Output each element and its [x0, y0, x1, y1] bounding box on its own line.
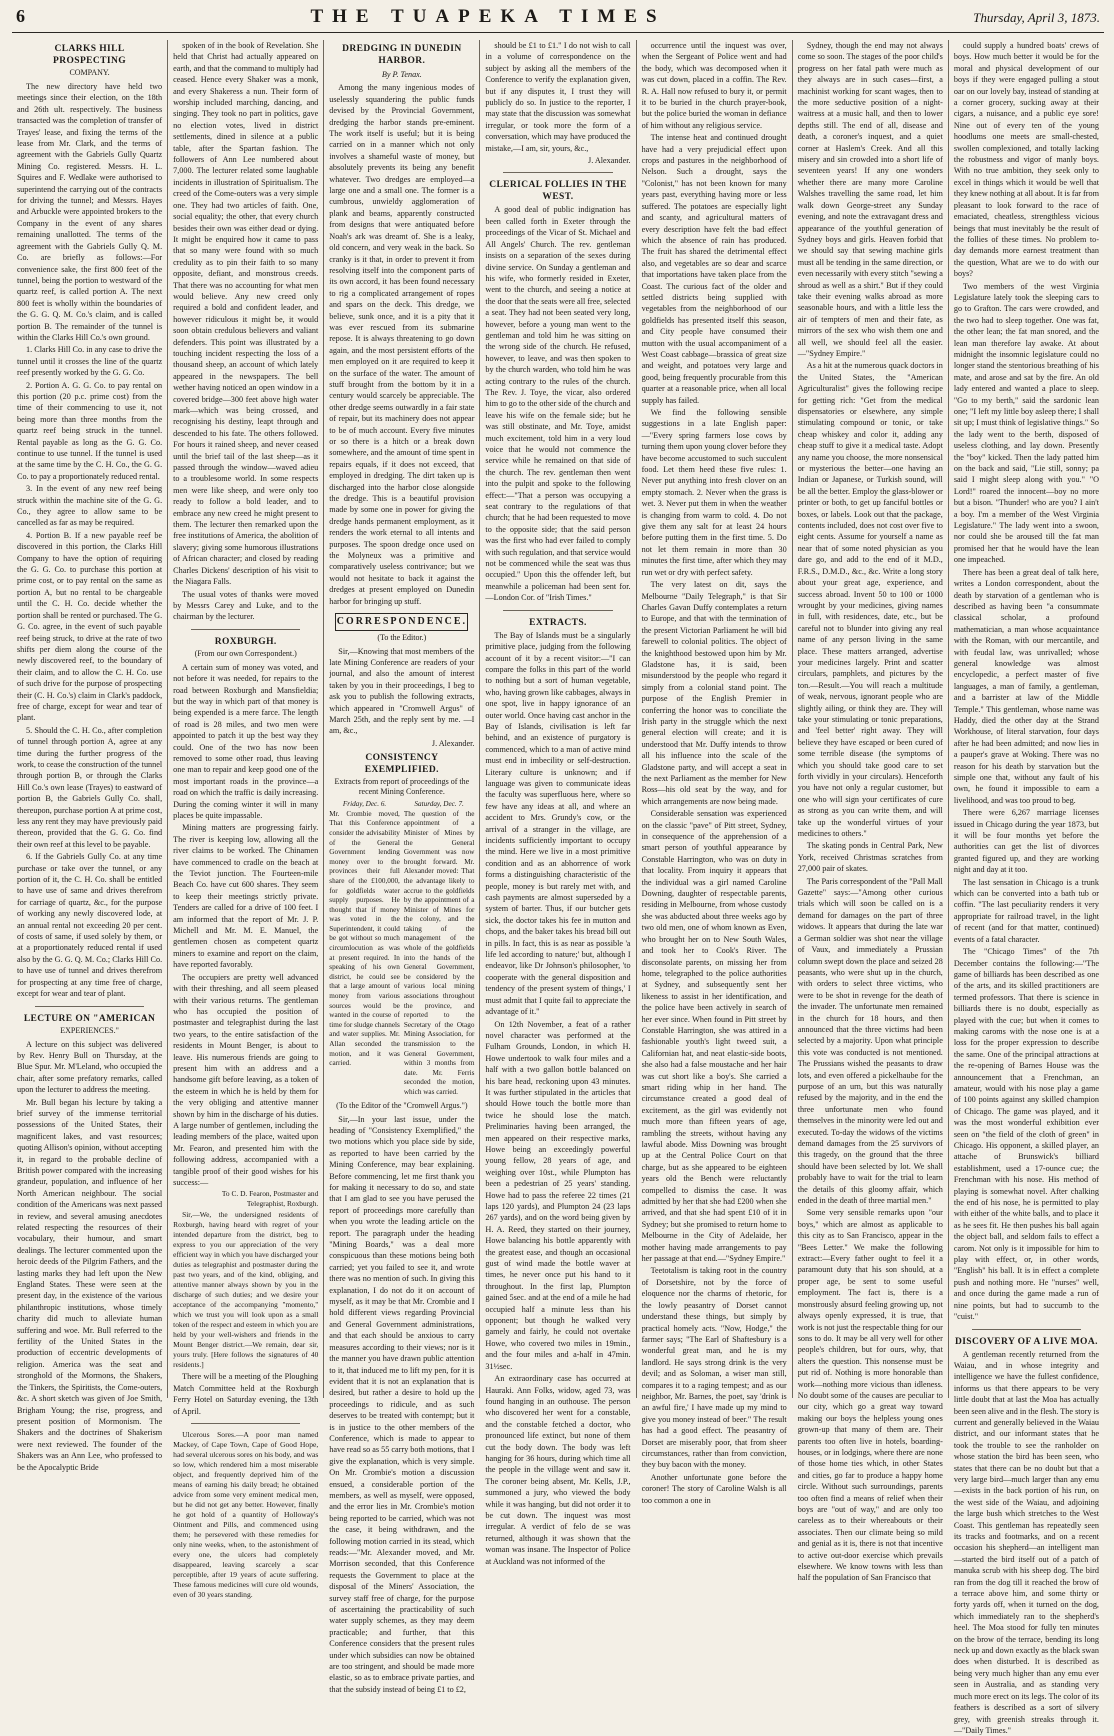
extract-text: The question of the appointment of a Minister of Mines by the General Government was now brought forward. Mr. Alexander moved: That the advantage likely to accrue to the goldfields by the appointment of a Minister of Mines for the colony, and the taking of the management of the whole of the goldfields into the hands of the General Government, be considered by the various local mining associations throughout the province, and reported to the Secretary of the Otago Mining Association, for transmission to the General Government, within 3 months from date. Mr. Ferris seconded the motion, which was carried.: [404, 810, 475, 1098]
signature: J. Alexander.: [329, 738, 474, 749]
paragraph: The "Chicago Times" of the 7th December contains the following:—"The game of billiards has been described as one of the arts, and its skilled practitioners are termed professors. That there is science in billiards there is no doubt, especially as played with the cue; but when it comes to making caroms with the nose one is at a loss for the proper expression to describe the same. One of the principal attractions at the re-opening of Barnes House was the announcement that a Frenchman, an amateur, would with his nose play a game of 100 points against any skilled champion of Chicago. The game was played, and it was the most wonderful exhibition ever seen on "the field of the cloth of green" in Chicago. His opponent, a skilled player, an attache of Brunswick's billiard establishment, used a 17-ounce cue; the Frenchman with his nose. His method of playing is somewhat novel. After chalking the end of his nose, he is permitted to play with either of the white balls, and to place it as he sees fit. He then pushes his ball again the object ball, and seldom fails to effect a carom. Not only is it impossible for him to play with effect, or, in other words, "English" his ball. It is in effect a complete push and nothing more. He "nurses" well, and once during the game made a run of nine points, but had to succumb to the "cuist.": [954, 946, 1099, 1322]
paragraph: could supply a hundred boats' crews of boys. How much better it would be for the moral and physical development of our boys if they were engaged pulling a stout oar on our lovely bay, instead of standing at a corner grocery, sucking away at their cigars, a nuisance, and a public eye sore! Nine out of every ten of the young hoodlums one meets are small-chested, swollen complexioned, and totally lacking the robustness and vigor of manly boys. With no true ambition, they seek only to excel in things which it would be well that they knew nothing at all about. It is far from pleasant to look forward to the race of emaciated, cheatless, strengthless vicious beings that must inevitably be the result of the follies of these times. No problem to-day demands more earnest treatment than the question, What are we to do with our boys?: [954, 40, 1099, 280]
paragraph: Mr. Bull began his lecture by taking a brief survey of the immense territorial possessions of the United States, their magnificent lakes, and vast resources; quoting Allison's opinion, without accepting it, in regard to the probable decline of British power compared with the increasing grandeur, population, and influence of her North American neighbour. The social condition of the Americans was next passed in review, and several amusing anecdotes related respecting the resources of their vocabulary, their humour, and smart dealings. The lecturer commented upon the heroic deeds of the Pilgrim Fathers, and the lasting marks they had left upon the New England States. These were seen at the present day, in the existence of the various philanthropic institutions, whose timely charity did much to alleviate human suffering and woe. Mr. Bull referred to the fertility of the United States in the production of eccentric developments of religion. America was the seat and stronghold of the Mormons, the Shakers, the Tinkers, the Spiritists, the Come-outers, &c. A short sketch was given of Joe Smith, Brigham Young; the rise, progress, and present position of Mormonism. The Shakers and the doctrines of Shakerism were next reviewed. The founder of the Shakers was an Ann Lee, who professed to be the Apocalyptic Bride: [17, 1097, 162, 1473]
headline-clerical-follies: CLERICAL FOLLIES IN THE WEST.: [485, 179, 630, 203]
subheadline: (To the Editor.): [329, 633, 474, 643]
paragraph: A gentleman recently returned from the Waiau, and in whose integrity and intelligence we have the fullest confidence, informs us that there appears to be very little doubt that at last the Moa has actually been seen alive and in the flesh. The story is current and generally believed in the Waiau district, and our informant states that he took the trouble to see the ranholder on whose station the bird has been seen, who states that there can be no doubt but that a very large bird—much larger than any emu—exists in the back portion of his run, on the west side of the Waiau, and adjoining the large bush which stretches to the West Coast. This gentleman has repeatedly seen its tracks and footmarks, and on a recent occasion his shepherd—an intelligent man—started the bird itself out of a patch of manuka scrub with his sheep dog. The bird ran from the dog till it reached the brow of a terrace above him, and some thirty or forty yards off, when it turned on the dog, which immediately ran to the shepherd's heel. The Moa stood for fully ten minutes on the brow of the terrace, bending its long neck up and down exactly as the black swan does when disturbed. It is described as being very much higher than any emu ever seen in Australia, and as standing very much more erect on its legs. The color of its feathers is described as a sort of silvery grey, with greenish streaks through it.—"Daily Times.": [954, 1349, 1099, 1736]
extract-right: [404, 800, 475, 1097]
paragraph: The Paris correspondent of the "Pall Mall Gazette" says:—"Among other curious trials which will soon be called on is a demand for damages on the part of three widows. It appears that during the late war a German soldier was shot near the village of Vaux, and immediately a Prussian column swept down the place and seized 28 peasants, who were shut up in the church, with orders to select three victims, who were to be shot in revenge for the death of the invader. The unfortunate men remained in the church for 18 hours, and then announced that the three victims had been selected by a majority. Upon what principle this vote was conducted is not mentioned. The Prussians wished the peasants to draw lots, and even offered a pickelhaube for the purpose of an urn, but this was naturally refused by the majority, and in the end the three unfortunate men who found themselves in the minority were led out and executed. To-day the widows of the victims demand damages from the 25 survivors of this tragedy, on the ground that the three should have been selected by lot. We shall probably have to wait for the trial to learn the details of this gloomy affair, which ended in the death of three martial men.": [798, 876, 943, 1207]
headline-clarks-hill: CLARKS HILL PROSPECTING: [17, 43, 162, 67]
paragraph: The intense heat and continued drought have had a very prejudicial effect upon crops and pastures in the neighborhood of Nelson. Such a drought, says the "Colonist," has not been known for many years past, everything having more or less suffered. The potatoes are especially light and scanty, and agricultural matters of every description have felt the bad effect which the absence of rain has produced. The fruit has shared the detrimental effect also, and vegetables are so dear and scarce that importations have taken place from the Coast. The curious fact of the older and settled districts being supplied with vegetables from the neighborhood of our goldfields has presented itself this season, and City people have consumed their mutton with the usual accompaniment of a West Coast cabbage—brassica of great size and weight, and potatoes very large and good, being frequently procurable from this quarter at a reasonable price, when all local supply has failed.: [642, 132, 787, 406]
signature: J. Alexander.: [485, 155, 630, 166]
paragraph: 1. Clarks Hill Co. in any case to drive the tunnel until it crosses the line of the quartz reef presently worked by the G. G. Co.: [17, 344, 162, 378]
paragraph: spoken of in the book of Revelation. She held that Christ had actually appeared on earth, and that the command to multiply had ceased. Hence every Shaker was a monk, and every Shakeress a nun. Their form of worship included marching, dancing, and singing. They took no part in politics, gave no election votes, lived in district settlements, dined in silence at a public table, after the Spartan fashion. The followers of Ann Lee numbered about 7,000. The lecturer related some laughable incidents in illustration of Spiritualism. The creed of the Come-outers was a very simple one. They had two articles of faith. One, social equality; the other, that every church besides their own was either dead or dying. It might be enquired how it came to pass that so many were found with so much credulity as to pin their faith to so many opposite, defiant, and monstrous creeds. That there was no accounting for what men would believe. Any new creed only required a bold and confident leader, and however ridiculous it might be, it would soon obtain credulous believers and valiant defenders. This point was illustrated by a touching incident respecting the loss of a thousand sheep, an account of which lately appeared in the newspapers. The bell wether having noticed an open window in a covered bridge—300 feet above high water mark—which was being crossed, and recognising his destiny, leapt through and descended to his fate. The others followed. For hours it rained sheep, and never ceased until the brief tail of the last sheep—as it passed through the window—waved adieu to a troublesome world. In some respects men were like sheep, and were only too ready to follow a bold leader, and to embrace any new creed he might present to them. The lecturer then remarked upon the free institutions of America, the abolition of slavery; giving some humorous illustrations of African character; and closed by reading Charles Dickens' description of his visit to the Niagara Falls.: [173, 40, 318, 588]
issue-date: Thursday, April 3, 1873.: [880, 10, 1100, 26]
paragraph: A lecture on this subject was delivered by Rev. Henry Bull on Thursday, at the Blue Spur. Mr. M'Leland, who occupied the chair, after some prefatory remarks, called upon the lecturer to address the meeting.: [17, 1039, 162, 1096]
paragraph: The skating ponds in Central Park, New York, received Christmas scratches from 27,000 pair of skates.: [798, 840, 943, 874]
subheadline: (To the Editor of the "Cromwell Argus."): [329, 1101, 474, 1111]
advertisement: Ulcerous Sores.—A poor man named Mackey, of Cape Town, Cape of Good Hope, had several ulcerous sores on his body, and was so low, which rendered him a most miserable object, and frequently deprived him of the means of earning his daily bread; he obtained advice from some very eminent medical men, but he did not get any better. However, finally he got hold of a quantity of Holloway's Ointment and Pills, and commenced using them; he persevered with these remedies for only nine weeks, when, to the astonishment of every one, the ulcers had completely disappeared, leaving scarcely a scar perceptible, after 19 years of acute suffering. These famous medicines will cure old wounds, even of 30 years standing.: [173, 1430, 318, 1600]
extract-left: [329, 800, 400, 1097]
page-number: 6: [16, 6, 96, 27]
column-2: [168, 40, 324, 1398]
headline-extracts: EXTRACTS.: [485, 617, 630, 629]
paragraph: There will be a meeting of the Ploughing Match Committee held at the Roxburgh Ferry Hotel on Saturday evening, the 13th of April.: [173, 1371, 318, 1417]
paragraph: Two members of the west Virginia Legislature lately took the sleeping cars to go to Grafton. The cars were crowded, and the two had to sleep together. One was fat, the other lean; the fat man snored, and the lean man therefore lay awake. At about midnight the insomnic legislature could no longer stand the stentorious breathing of his mate, and arose and sat by the fire. An old lady entered and wanted a place to sleep. "Go to my berth," said the sardonic lean one; "I left my little boy asleep there; I shall sit up; I must think of legislative things." So the lady went to the berth, disposed of useless clothing, and lay down. Presently the "boy" kicked. Then the lady patted him on the back and said, "Lie still, sonny; pa said I might sleep along with you." "O Lord!" roared the innocent—boy no more but a bison. "Thunder! who are you? I ain't a boy. I'm a member of the West Virginia Legislature." The lady went into a swoon, nor could she be aroused till the fat man promised her that he would have the lean one impeached.: [954, 281, 1099, 566]
column-7: [949, 40, 1104, 1398]
paragraph: Sir,—In your last issue, under the heading of "Consistency Exemplified," the two motions which you place side by side, as reported to have been carried by the Mining Conference, may bear explaining. Before commencing, let me first thank you for making it necessary to do so, and state that I am glad to see you have perused the report of proceedings more carefully than when you wrote the leading article on the report. The paragraph under the heading "Mining Boards," was a deal more conspicuous than these motions being both carried; yet you failed to see it, and wrote there was no mention of such. In giving this explanation, I do not do it on account of myself, as it may be that Mr. Crombie and I hold different views regarding Provincial and General Government administrations, and that each should be anxious to carry measures according to their views; nor is it the manner you have drawn public attention to it, that induced me to lift my pen, for it is evident that it is not an explanation that is desired, but rather a desire to hold up the proceedings to ridicule, and as such deserves to be treated with contempt; but it is in justice to the other members of the Conference, which is made to appear to have read so as 55 carry both motions, that I give the explanation, which is very simple. On Mr. Crombie's motion a discussion ensued, a considerable portion of the members, as well as myself, were opposed, and the error lies in Mr. Crombie's motion being reported to be carried, which was not the case, it being withdrawn, and the following motion carried in its stead, which reads:—"Mr. Alexander moved, and Mr. Morrison seconded, that this Conference requests the Government to place at the disposal of the Miners' Association, the survey staff free of charge, for the purpose of ascertaining the practicability of such water supply schemes, as they may deem practicable; and further, that this Conference considers that the present rules under which subsidies can now be obtained are too stringent, and should be made more elastic, so as to embrace private parties, and that the subsidy instead of being £1 to £2,: [329, 1114, 474, 1696]
paragraph: We find the following sensible suggestions in a late English paper:—"Every spring farmers lose cows by turning them upon young clover before they have become accustomed to such succulent food. Let them heed these five rules: 1. Never put anything into fresh clover on an empty stomach. 2. Never when the grass is wet. 3. Never put them in when the weather is changing from warm to cold. 4. Do not give them any salt for at least 24 hours before putting them in the first time. 5. Do not let them remain in more than 30 minutes the first time, after which they may run wet or dry with perfect safety.: [642, 407, 787, 578]
paragraph: Some very sensible remarks upon "our boys," which are almost as applicable to this city as to San Francisco, appear in the "Bees Letter." We make the following extract:—Every father ought to feel it a paramount duty that his son should, at a proper age, be sent to some useful employment. The fact is, there is a monstrously absurd feeling growing up, not always openly expressed, it is true, that work is not just the respectable thing for our sons to do. It may be all very well for other people's children, but for ours, why, that alters the question. This nonsense must be put rid of. Nothing is more honorable than work—nothing more vicious than idleness. No doubt some of the causes are peculiar to our city, which go a great way toward making our boys the helpless young ones grown-up that many of them are. Their parents too often live in hotels, boarding-houses, or in lodgings, where there are none of those home ties which, in other States and cities, go far to produce a happy home circle. Without such surroundings, parents too often find a means of relief when their boys are "out of way," and are only too careless as to their whereabouts or their associates. Then our climate being so mild and genial as it is, there is not that incentive to active out-door exercise which prevails elsewhere. We know towns with less than half the population of San Francisco that: [798, 1207, 943, 1583]
headline-consistency: CONSISTENCY EXEMPLIFIED.: [329, 752, 474, 776]
paragraph: The last sensation in Chicago is a trunk which can be converted into a bath tub or coffin. "The last peculiarity renders it very appropriate for railroad travel, in the light of recent (and for that matter, continued) events of a fatal character.: [954, 877, 1099, 945]
paragraph: Teetotalism is taking root in the country of Dorsetshire, not by the force of eloquence nor the charms of rhetoric, for the lowly peasantry of Dorset cannot understand these things, but simply by practical homely acts. "Now, Hodge," the farmer says; "The Earl of Shaftesbury is a wonderful great man, and he is my landlord. He says strong drink is the very devil; and as Soloman, a wiser man still, compares it to a raging tempest; and as our neighbor, Mr. Barnes, the poet, say 'drink is an awful fire,' I have made up my mind to give you money instead of beer." The result has had a good effect. The peasantry of Dorset are miserably poor, that from sheer circumstances, rather than from conviction, they buy bacon with the money.: [642, 1265, 787, 1470]
paragraph: 4. Portion B. If a new payable reef be discovered in this portion, the Clarks Hill Company to have the option of requiring the G. G. Co. to purchase this portion at prime cost, or to pay rental on the same as portion A, but no rental to be chargeable until the C. H. Co. decide whether the portion shall be rented or purchased. The G. G. Co. agree, in the event of such payable reef being struck, to drive at the rate of two shifts per diem along the course of the newly discovered reef, to the boundary of their claim, and to allow the C. H. Co. use of such drive for the purpose of prospecting their (C. H. Co.'s) claim in Clark's paddock, free of charge, except for wear and tear of plant.: [17, 530, 162, 724]
divider: [191, 1423, 300, 1424]
column-5: [637, 40, 793, 1398]
address-text: Sir,—We, the undersigned residents of Roxburgh, having heard with regret of your intended departure from the district, beg to express to you our appreciation of the very efficient way in which you have discharged your duties as telegraphist and postmaster during the past two years, and of the kind, obliging, and attentive manner always shown by you in the discharge of such duties; and we desire your acceptance of the accompanying "momento," which we trust you will look upon as a small token of the respect and esteem in which you are held by your well-wishers and friends in the Mount Benger district.—We remain, dear sir, yours truly. [Here follows the signatures of 40 residents.]: [173, 1210, 318, 1370]
paragraph: The Bay of Islands must be a singularly primitive place, judging from the following account of it by a recent visitor:—"I can compare the folks in this part of the world to nothing but a sort of human vegetable, who, having grown like cabbages, always in one spot, live in happy ignorance of an outer world. Once having cast anchor in the Bay of Islands, civilisation is left far behind, and an existence of purgatory is commenced, which to a man of active mind must end in imbecility or self-destruction. Literary culture is unknown; and if language was given to communicate ideas the faculty was superfluous here, where so few have any ideas at all, and where an accident to Mrs. Grundy's cow, or the arrival of a stranger in the village, are incidents sufficiently important to occupy the mind. Here we live in a most primitive condition and as an abhorrence of work forms a distinguishing characteristic of the people, money is but rarely met with, and cash payments are almost superseded by a system of barter. Thus, if our butcher gets sick, the doctor takes his fee in mutton and chops, and the baker takes his bread bill out in pills. In fact, this is as near as possible 'a life led according to nature;' but, although I endeavor, like Dr Johnson's philosopher, 'to cooperate with the general disposition and tendency of the present system of things,' I must admit that I quite fail to appreciate the advantage of it.": [485, 630, 630, 1018]
subheadline: (From our own Correspondent.): [173, 649, 318, 659]
subheadline: EXPERIENCES.": [17, 1026, 162, 1036]
columns: [12, 40, 1104, 1398]
extract-date: Friday, Dec. 6.: [329, 800, 400, 810]
paragraph: 3. In the event of any new reef being struck within the machine site of the G. G. Co., they agree to allow same to be cancelled as far as may be required.: [17, 483, 162, 529]
byline: By P. Tenax.: [329, 69, 474, 80]
section-header-correspondence: CORRESPONDENCE.: [335, 613, 468, 630]
paragraph: Sydney, though the end may not always come so soon. The stages of the poor child's progress on her fatal path were much as they always are in such cases—first, a machinist working for scant wages, then to the more seductive position of a night-waitress at a music hall, and then to lower depths still. The end of all, disease and death, a coroner's inquest, and a quiet corner at Haslem's Creek. And all this misery and sin crowded into a short life of seventeen years! If any one wonders whether there are many more Caroline Walshes travelling the same road, let him walk down George-street any Sunday evening, and note the extravagant dress and appearance of the youthful generation of Sydney boys and girls. Heaven forbid that we should say that sewing machine girls must all be tending in the same direction, or even necessarily with every stitch "sewing a shroud as well as a shirt." But if they could take their evening walks abroad as more seasonable hours, and with a little less the air of tempters of men and their fate, as mirrors of the sex who wish them one and all well, we should feel all the easier.—"Sydney Empire.": [798, 40, 943, 359]
paragraph: The usual votes of thanks were moved by Messrs Carey and Luke, and to the chairman by the lecturer.: [173, 589, 318, 623]
paragraph: As a hit at the numerous quack doctors in the United States, the "American Agriculturalist" gives the following recipe for getting rich: "Get from the medical dispensatories or elsewhere, any simple stimulating compound or tonic, or take cheap whiskey and color it, adding any cheap stuff to give it a medical taste. Adopt any name you choose, the more nonsensical or mysterious the better—one having an Indian or Japanese, or Turkish sound, will be all the better. Employ the glass-blower or printer or both, to get up fanciful bottles or boxes, or labels. Look out that the package, contents included, does not cost over five to eight cents. Assume for yourself a name as near that of some noted physician as you dare go, and add to the end of it M.D., F.R.S., D.M.D., &c., &c. Write a long story about your great age, experience, and success abroad. Invent 50 to 100 or 1000 wrought by your medicines, giving names in full, with residences, date, etc., but be careful not to blunder into giving any real name of any person living in the same place. These matters arranged, advertise your medicines largely. Print and scatter circulars, pamphlets, and pictures by the ton.—Result.—You will reach a multitude of weak, nervous, ignorant people who are slightly ailing, or think they are. They will take your stimulating or tonic preparations, and 'feel better' right away. They will believe they have escaped or been cured of some terrible disease (the symptoms of which you should take good care to set forth vividly in your circulars). Henceforth you have not only a regular customer, but one who will sign your certificates of cure as strong as you can write them, and will take up the wonderful virtues of your medicines to others.": [798, 360, 943, 839]
paragraph: Considerable sensation was experienced on the classic "pave" of Pitt street, Sydney, in consequence of the apprehension of a smart person of youthful appearance by Constable Harrington, who was on duty in that locality. From inquiry it appears that the individual was a girl named Caroline Downing, daughter of respectable parents, residing in Melbourne, from whose custody she was abducted about three weeks ago by two old men, one of whom known as Even, who brought her on to New South Wales, and took her to Cook's River. The disconsolate parents, on missing her from home, telegraphed to the police authorities at Sydney, and subsequently sent her likeness to assist in her identification, and the police have been actively in search of her ever since. When found in Pitt street by Constable Harrington, she was attired in a fashionable youth's light tweed suit, a Californian hat, and neat elastic-side boots, she also had a false moustache and her hair was cut short like a boy's. She carried a smart riding whip in her hand. The circumstance created a good deal of excitement, as the girl was evidently not much more than fifteen years of age, rambling the streets, without having any lawful abode. Miss Downing was brought up at the Central Police Court on that charge, but as she appeared to be eighteen years old the Bench were reluctantly compelled to dismiss the case. It was admitted by her that she had £200 when she arrived, and that she had spent £10 of it in Sydney; but she promised to return home to Melbourne in the City of Adelaide, her mother having made arrangements to pay her passage at that end.—"Sydney Empire.": [642, 808, 787, 1264]
paragraph: There were 6,267 marriage licenses issued in Chicago during the year 1873, but it will be four months yet before the authorities can get the list of divorces granted figured up, and they are working night and day at it too.: [954, 807, 1099, 875]
paragraph: The very latest on dit, says the Melbourne "Daily Telegraph," is that Sir Charles Gavan Duffy contemplates a return to Europe, and that with the termination of the present Victorian Parliament he will bid farewell to colonial politics. The object of the knighthood bestowed upon him by Mr. Gladstone has, it is said, been misunderstood by the people who regard it simply from a colonial stand point. The purpose of the English Premier in conferring the honor was to conciliate the Irish party in the struggle which the next general election will create; and it is understood that Mr. Duffy intends to throw all his influence into the scale of the Gladstone party, and will accept a seat in the next Parliament as the member for New Ross—his old seat by the way, and for which arrangements are now being made.: [642, 579, 787, 807]
paragraph: Another unfortunate gone before the coroner! The story of Caroline Walsh is all too common a one in: [642, 1472, 787, 1506]
subheadline: COMPANY.: [17, 68, 162, 78]
headline-dredging: DREDGING IN DUNEDIN HARBOR.: [329, 43, 474, 67]
extract-text: Mr. Crombie moved, That this Conference consider the advisability of the General Government lending money over to the provinces their full share of the £100,000, for goldfields water supply purposes. He thought that if money was voted in the Superintendent, it could be got without so much circumlocution as was at present required. In speaking of his own district, he could see that a large amount of money from various sources would be wanted in the course of time for sludge channels and water supplies. Mr. Allan seconded the motion, and it was carried.: [329, 810, 400, 1069]
subheadline: Extracts from report of proceedings of the recent Mining Conference.: [329, 777, 474, 797]
paragraph: The occupiers are pretty well advanced with their threshing, and all seem pleased with their various returns. The gentleman who has occupied the position of postmaster and telegraphist during the last two years, to the entire satisfaction of the residents in Mount Benger, is about to leave. His numerous friends are going to present him with an address and a handsome gift before leaving, as a token of the esteem in which he is held by them for the very obliging and attentive manner shown by him in the discharge of his duties. A large number of gentlemen, including the leading members of the place, waited upon Mr. Fearon, and presented him with the following address, accompanied with a tangible proof of their good wishes for his success:—: [173, 972, 318, 1189]
paragraph: Mining matters are progressing fairly. The river is keeping low, allowing all the river claims to be worked. The Chinamen have commenced to cradle on the beach at the Teviot junction. The Fourteen-mile Beach Co. have cut 600 shares. They seem to keep their meetings strictly private. Tenders are called for a drive of 100 feet. I am informed that the report of Mr. J. P. Michell and Mr. M. E. Manuel, the gentlemen chosen as competent quartz miners to examine and report on the claim, have reported favorably.: [173, 822, 318, 970]
extract-date: Saturday, Dec. 7.: [404, 800, 475, 810]
side-by-side-extracts: [329, 800, 474, 1097]
masthead: [12, 6, 1104, 33]
paragraph: A certain sum of money was voted, and not before it was needed, for repairs to the road between Roxburgh and Mansfieldia; but the way in which part of that money is being expended is a mere farce. The length of road is 28 miles, and two men were appointed to patch it up the best way they could. One of the two has now been removed to some other road, thus leaving one man to repair and keep good one of the most important roads in the province—a road on which the traffic is daily increasing. During the coming winter it will in many places be quite impassable.: [173, 662, 318, 822]
paragraph: occurrence until the inquest was over, when the Sergeant of Police went and had the body, which was decomposed when it was cut down, placed in a coffin. The Rev. R. A. Hall now refused to bury it, or permit it to be buried in the church prayer-book, but the police buried the woman in defiance of him without any religious service.: [642, 40, 787, 131]
column-6: [793, 40, 949, 1398]
divider: [972, 1329, 1081, 1330]
paragraph: 6. If the Gabriels Gully Co. at any time purchase or take over the tunnel, or any portion of it, the C. H. Co. shall be entitled to have use of same and drives therefrom for carriage of quartz, &c., for the purpose of working any newly discovered lode, at an annual rental not exceeding 20 per cent. of costs of same, if used solely by them, or at a proportionately reduced rental if used also by the G. G. Q. M. Co.; Clarks Hill Co. to have use of tunnel and drives therefrom for prospecting at any time free of charge, except for wear and tear of plant.: [17, 851, 162, 999]
divider: [503, 610, 612, 611]
paragraph: should be £1 to £1." I do not wish to call in a volume of correspondence on the subject by asking all the members of the Conference to verify the explanation given, but if any disputes it, I trust they will publicly do so. In justice to the reporter, I may state that the discussion was somewhat irregular, or took more the form of a conversation, which may have produced the mistake,—I am, sir, yours, &c.,: [485, 40, 630, 154]
column-3: [324, 40, 480, 1398]
paragraph: On 12th November, a feat of a rather novel character was performed at the Fulham Grounds, London, in which H. Howe undertook to walk four miles and a half with a two gallon bottle balanced on his bare head, reckoning upon 43 minutes. It was further stipulated in the articles that should Howe touch the bottle more than twice he should lose the match. Preliminaries having been arranged, the men appeared on their respective marks, Howe being an exceedingly powerful young fellow, 28 years of age, and weighing over 10st., while Plumpton has been a pedestrian of 25 years' standing. Howe had to pass the referee 22 times (21 laps 120 yards), and Plumpton 24 (23 laps 267 yards), and on the word being given by H. A. Reed, they started on their journey, Howe balancing his bottle apparently with the greatest ease, and though an occasional gust of wind made the bottle waver at times, he never once put his hand to it throughout. In the first lap, Plumpton gained 5sec. and at the end of a mile he had occupied half a minute less than his opponent; but though he walked very gamely and fairly, he could not overtake Howe, who covered two miles in 19min., and the four miles and a-half in 47min. 31½sec.: [485, 1019, 630, 1373]
column-4: [480, 40, 636, 1398]
paragraph: Sir,—Knowing that most members of the late Mining Conference are readers of your journal, and also the amount of interest taken by you in their proceedings, I beg to ask you to publish the following extracts, which appeared in "Cromwell Argus" of March 25th, and the reply sent by me. —I am, &c.,: [329, 646, 474, 737]
column-1: [12, 40, 168, 1398]
paragraph: There has been a great deal of talk here, writes a London correspondent, about the death by starvation of a gentleman who is described as having been "a consummate classical scholar, a profound mathematician, a man whose acquaintance with the Roman, with our mercantile, and with feudal law, was unrivalled; whose general knowledge was almost encyclopedic, a perfect master of five languages, a man of family, a gentleman, and a barrister at law of the Middle Temple." This gentleman, whose name was Haddy, died the other day at the Strand Workhouse, of literal starvation, four days after he had been admitted; and now lies in a pauper's grave at Woking. There was no reason for his death by starvation but the simple one that, without any fault of his own, he found it impossible to earn a livelihood, and was too proud to beg.: [954, 567, 1099, 807]
headline-roxburgh: ROXBURGH.: [173, 636, 318, 648]
newspaper-title: THE TUAPEKA TIMES: [310, 6, 665, 28]
paragraph: A good deal of public indignation has been called forth in Exeter through the proceedings of the Vicar of St. Michael and All Angels' Church. The rev. gentleman insists on a separation of the sexes during divine service. On Sunday a gentleman and his wife, who formerly resided in Exeter, went to the church, and seeing a notice at the door that the seats were all free, selected a seat. They had not been seated very long, however, before a young man went to the gentleman and told him he was sitting on the wrong side of the church. He refused, however, to leave, and was then spoken to by the church warden, who told him he was acting contrary to the rules of the church. The Rev. J. Toye, the vicar, also ordered him to go to the other side of the church and leave his wife on the female side; but he was still obstinate, and Mr. Toye, amidst much excitement, told him in a very loud voice that he would not commence the service while he remained on that side of the church. The rev. gentleman then went into the pulpit and spoke to the following effect:—"That a person was occupying a seat contrary to the regulations of that church; that he had been requested to move to the opposite side; that the said person was the first who had ever failed to comply with such regulation, and that service would not be commenced while the seat was thus occupied." Upon this the offender left, but meanwhile a policeman had been sent for.—London Cor. of "Irish Times.": [485, 204, 630, 603]
divider: [503, 172, 612, 173]
paragraph: 2. Portion A. G. G. Co. to pay rental on this portion (20 p.c. prime cost) from the time of their commencing to use it, not being more than three months from the quartz reef being struck in the tunnel. Rental payable as long as the G. G. Co. continue to use tunnel. If the tunnel is used at the same time by the C. H. Co., the G. G. Co. to pay a proportionately reduced rental.: [17, 380, 162, 483]
divider: [191, 629, 300, 630]
address-recipient: To C. D. Fearon, Postmaster and Telegraphist, Roxburgh.: [173, 1189, 318, 1209]
divider: [35, 1006, 144, 1007]
headline-live-moa: DISCOVERY OF A LIVE MOA.: [954, 1336, 1099, 1348]
paragraph: Among the many ingenious modes of uselessly squandering the public funds devised by the Provincial Government, dredging the harbor stands pre-eminent. The work itself is useful; but it is being carried on in a manner which not only involves a shameful waste of money, but absolutely prevents its being any benefit whatever. Two dredges are employed—a large one and a small one. The former is a cumbrous, unwieldy agglomeration of plank and beams, apparently constructed from designs that were antiquated before Noah's ark was dreamt of. She is a leaky, old concern, and very weak in the back. So cranky is it that, in order to prevent it from resolving itself into the component parts of its own accord, it has been found necessary to rig a complicated arrangement of ropes and spars on the deck. This dredge, we believe, sunk once, and it is a pity that it was ever rescued from its submarine repose. It is always threatening to go down again, and the most persistent efforts of the men employed on it are required to keep it on the surface of the water. The amount of stuff brought from the bottom by it in a century would scarcely be appreciable. The other dredge seems outwardly in a fair state of repair, but its machinery does not appear to be of much account. Every five minutes or so there is a hitch or a break down somewhere, and the amount of time spent in repairs equals, if it does not exceed, that employed in dredging. The dirt taken up is discharged into the harbor close alongside the dredge. This is a beautiful provision made by some one in power for giving the dredge hands permanent employment, as it renders the work eternal to all intents and purposes. The spoon dredge once used on the Molyneux was a primitive and comparatively useless contrivance; but we would not hesitate to back it against the dredges at present employed on Dunedin harbor for bringing up stuff.: [329, 82, 474, 607]
paragraph: An extraordinary case has occurred at Hauraki. Ann Folks, widow, aged 73, was found hanging in an outhouse. The person who discovered her went for a constable, and the constable fetched a doctor, who pronounced life extinct, but none of them cut the body down. The body was left hanging for 36 hours, during which time all the people in the village went and saw it. The coroner being absent, Mr. Kells, J.P., summoned a jury, who viewed the body while it was hanging, but did not order it to be cut down. The inquest was most irregular. A verdict of felo de se was returned, although it was shown that the woman was insane. The Inspector of Police at Auckland was not informed of the: [485, 1373, 630, 1567]
paragraph: 5. Should the C. H. Co., after completion of tunnel through portion A, agree at any time during the further progress of the work, to cease the construction of the tunnel through portion B, or through the Clarks Hill Co.'s own lease (Trayes) to eastward of portion B, the Gabriels Gully Co. shall, thereupon, purchase portion A at prime cost, less any rent they may have previously paid thereon, provided that the G. G. Co. find their own reef at this level to be payable.: [17, 725, 162, 850]
headline-lecture: LECTURE ON "AMERICAN: [17, 1013, 162, 1025]
paragraph: The new directory have held two meetings since their election, on the 18th and 26th ult. respectively. The business transacted was the completion of transfer of Trayes' lease, and fixing the terms of the lease from Mr. Clark, and the terms of agreement with the Gabriels Gully Quartz Mining Co. registered. Messrs. H. L. Squires and F. Wedlake were authorised to superintend the carrying out of the contracts for driving the tunnel; and Messrs. Hayes and Arbuckle were appointed brokers to the Company in the event of any shares remaining unallotted. The terms of the agreement with the Gabriels Gully Q. M. Co. are briefly as follows:—For convenience sake, the first 800 feet of the tunnel, being the portion to westward of the quartz reef, is called portion A. The next 800 feet is wholly within the boundaries of the G. G. Q. M. Co.'s claim, and is called portion B. The remainder of the tunnel is within the Clarks Hill Co.'s own ground.: [17, 81, 162, 343]
